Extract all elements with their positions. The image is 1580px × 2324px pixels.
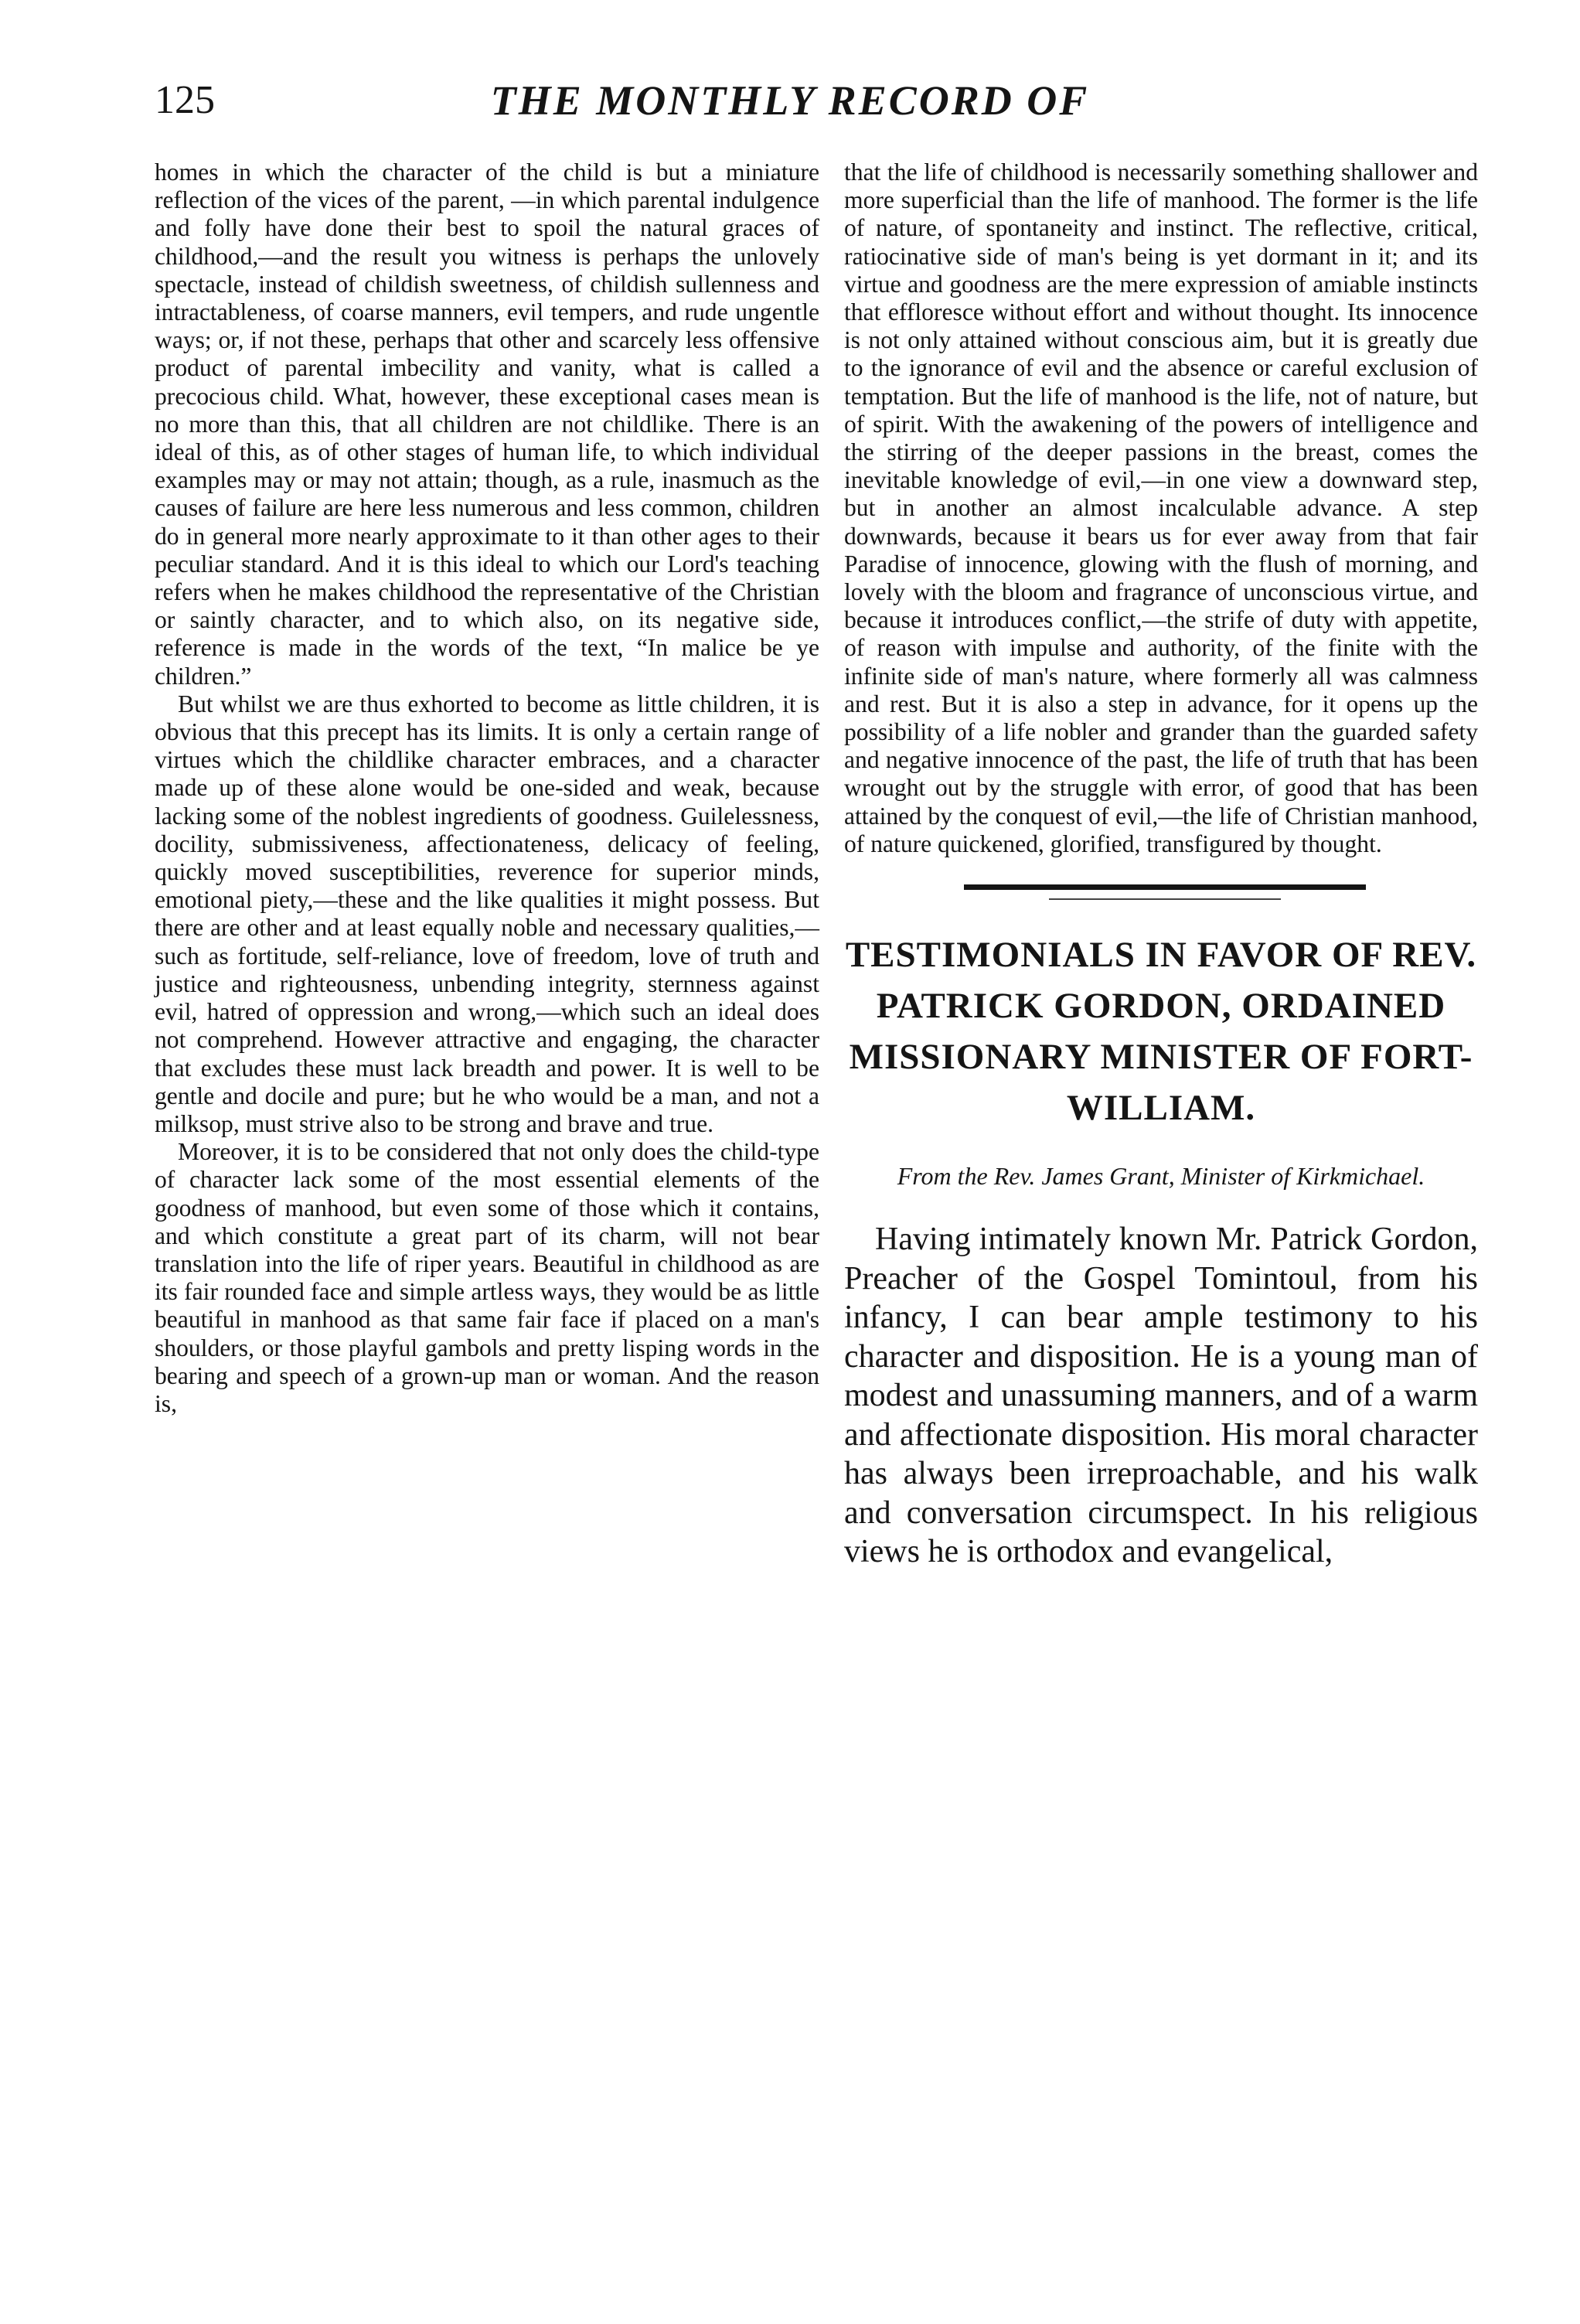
- right-column: [844, 158, 1478, 1572]
- paragraph: that the life of childhood is necessarily something shallower and more superficial than the life of manhood. The former is the life of nature, of spontaneity and instinct. The reflective, critical, ratiocinative side of man's being is yet dormant in it; and its virtue and goodness are the mere expression of amiable instincts that effloresce without effort and without thought. Its innocence is not only attained without conscious aim, but it is greatly due to the ignorance of evil and the absence or careful exclusion of temptation. But the life of manhood is the life, not of nature, but of spirit. With the awakening of the powers of intelligence and the stirring of the deeper passions in the breast, comes the inevitable knowledge of evil,—in one view a downward step, but in another an almost incalculable advance. A step downwards, because it bears us for ever away from that fair Paradise of innocence, glowing with the flush of morning, and lovely with the bloom and fragrance of unconscious virtue, and because it introduces conflict,—the strife of duty with appetite, of reason with impulse and authority, of the finite with the infinite side of man's nature, where formerly all was calmness and rest. But it is also a step in advance, for it opens up the possibility of a life nobler and grander than the guarded safety and negative innocence of the past, the life of truth that has been wrought out by the struggle with error, of good that has been attained by the conquest of evil,—the life of Christian manhood, of nature quickened, glorified, transfigured by thought.: [844, 158, 1478, 857]
- attribution-line: From the Rev. James Grant, Minister of Kirkmichael.: [897, 1162, 1425, 1191]
- section-divider: [844, 880, 1478, 906]
- divider-thin-rule: [1049, 898, 1281, 900]
- page-header: [0, 73, 1580, 128]
- paragraph: Moreover, it is to be considered that not only does the child-type of character lack some of the most essential elements of the goodness of manhood, but even some of those which it contains, and which constitute a great part of its charm, will not bear translation into the life of riper years. Beautiful in childhood as are its fair rounded face and simple artless ways, they would be as little beautiful in manhood as that same fair face if placed on a man's shoulders, or those playful gambols and pretty lisping words in the bearing and speech of a grown-up man or woman. And the reason is,: [155, 1138, 819, 1417]
- section-title: TESTIMONIALS IN FAVOR OF REV. PATRICK GORDON, ORDAINED MISSIONARY MINISTER OF FORT-WILLIAM.: [845, 935, 1477, 1129]
- paragraph: homes in which the character of the child is but a miniature reflection of the vices of the parent, —in which parental indulgence and folly have done their best to spoil the natural graces of childhood,—and the result you witness is perhaps the unlovely spectacle, instead of childish sweetness, of childish sullenness and intractableness, of coarse manners, evil tempers, and rude ungentle ways; or, if not these, perhaps that other and scarcely less offensive product of parental imbecility and vanity, what is called a precocious child. What, however, these exceptional cases mean is no more than this, that all children are not childlike. There is an ideal of this, as of other stages of human life, to which individual examples may or may not attain; though, as a rule, inasmuch as the causes of failure are here less numerous and less common, children do in general more nearly approximate to it than other ages to their peculiar standard. And it is this ideal to which our Lord's teaching refers when he makes childhood the representative of the Christian or saintly character, and to which also, on its negative side, reference is made in the words of the text, “In malice be ye children.”: [155, 158, 819, 690]
- left-column: [155, 158, 819, 1418]
- divider-thick-rule: [964, 884, 1366, 890]
- paragraph: But whilst we are thus exhorted to become as little children, it is obvious that this precept has its limits. It is only a certain range of virtues which the childlike character embraces, and a character made up of these alone would be one-sided and weak, because lacking some of the noblest ingredients of goodness. Guilelessness, docility, submissiveness, affectionateness, delicacy of feeling, quickly moved susceptibilities, reverence for superior minds, emotional piety,—these and the like qualities it might possess. But there are other and at least equally noble and necessary qualities,—such as fortitude, self-reliance, love of freedom, love of truth and justice and righteousness, unbending integrity, sternness against evil, hatred of oppression and wrong,—which such an ideal does not comprehend. However attractive and engaging, the character that excludes these must lack breadth and power. It is well to be gentle and docile and pure; but he who would be a man, and not a milksop, must strive also to be strong and brave and true.: [155, 690, 819, 1137]
- testimonial-paragraph: Having intimately known Mr. Patrick Gordon, Preacher of the Gospel Tomintoul, from his infancy, I can bear ample testimony to his character and disposition. He is a young man of modest and unassuming manners, and of a warm and affectionate disposition. His moral character has always been irreproachable, and his walk and conversation circumspect. In his religious views he is orthodox and evangelical,: [844, 1222, 1478, 1570]
- running-head: THE MONTHLY RECORD OF: [490, 77, 1090, 124]
- page-number: 125: [155, 78, 215, 122]
